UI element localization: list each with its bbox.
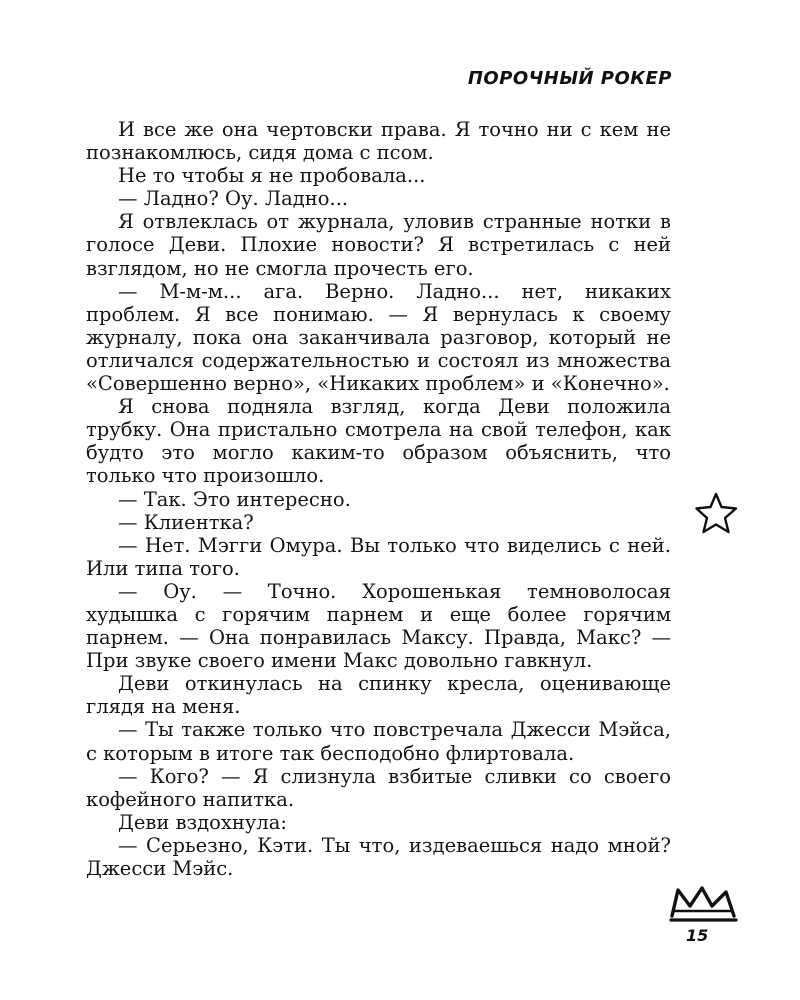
crown-icon: [668, 884, 740, 924]
paragraph: Не то чтобы я не пробовала...: [118, 164, 426, 188]
paragraph: — Оу. — Точно. Хорошенькая темноволосая худышка с горячим парнем и еще более горячим парнем. — Она понравилась Максу. Правда, Макс? — При звуке своего имени Макс довольно гавкнул.: [86, 579, 671, 673]
paragraph: Деви вздохнула:: [118, 810, 287, 834]
paragraph: И все же она чертовски права. Я точно ни с кем не познакомлюсь, сидя дома с псом.: [86, 118, 671, 165]
running-header: ПОРОЧНЫЙ РОКЕР: [467, 68, 672, 89]
paragraph: — Ты также только что повстречала Джесси Мэйса, с которым в итоге так бесподобно флиртовала.: [86, 718, 671, 765]
paragraph: Деви откинулась на спинку кресла, оценивающе глядя на меня.: [86, 672, 671, 719]
paragraph: — М-м-м... ага. Верно. Ладно... нет, никаких проблем. Я все понимаю. — Я вернулась к своему журналу, пока она заканчивала разговор, который не отличался содержательностью и состоял из множества «Совершенно верно», «Никаких проблем» и «Конечно».: [86, 279, 671, 396]
paragraph: — Ладно? Оу. Ладно...: [118, 187, 349, 211]
paragraph: — Клиентка?: [118, 510, 254, 534]
paragraph: — Так. Это интересно.: [118, 487, 351, 511]
paragraph: — Серьезно, Кэти. Ты что, издеваешься надо мной? Джесси Мэйс.: [86, 833, 671, 880]
star-icon: [694, 490, 740, 536]
paragraph: — Кого? — Я слизнула взбитые сливки со своего кофейного напитка.: [86, 764, 671, 811]
paragraph: Я снова подняла взгляд, когда Деви положила трубку. Она пристально смотрела на свой телефон, как будто это могло каким-то образом объяснить, что только что произошло.: [86, 395, 671, 488]
page-body: [86, 118, 671, 880]
paragraph: — Нет. Мэгги Омура. Вы только что виделись с ней. Или типа того.: [86, 533, 671, 580]
paragraph: Я отвлеклась от журнала, уловив странные нотки в голосе Деви. Плохие новости? Я встретилась с ней взглядом, но не смогла прочесть его.: [86, 210, 671, 280]
page-number: 15: [686, 926, 709, 945]
